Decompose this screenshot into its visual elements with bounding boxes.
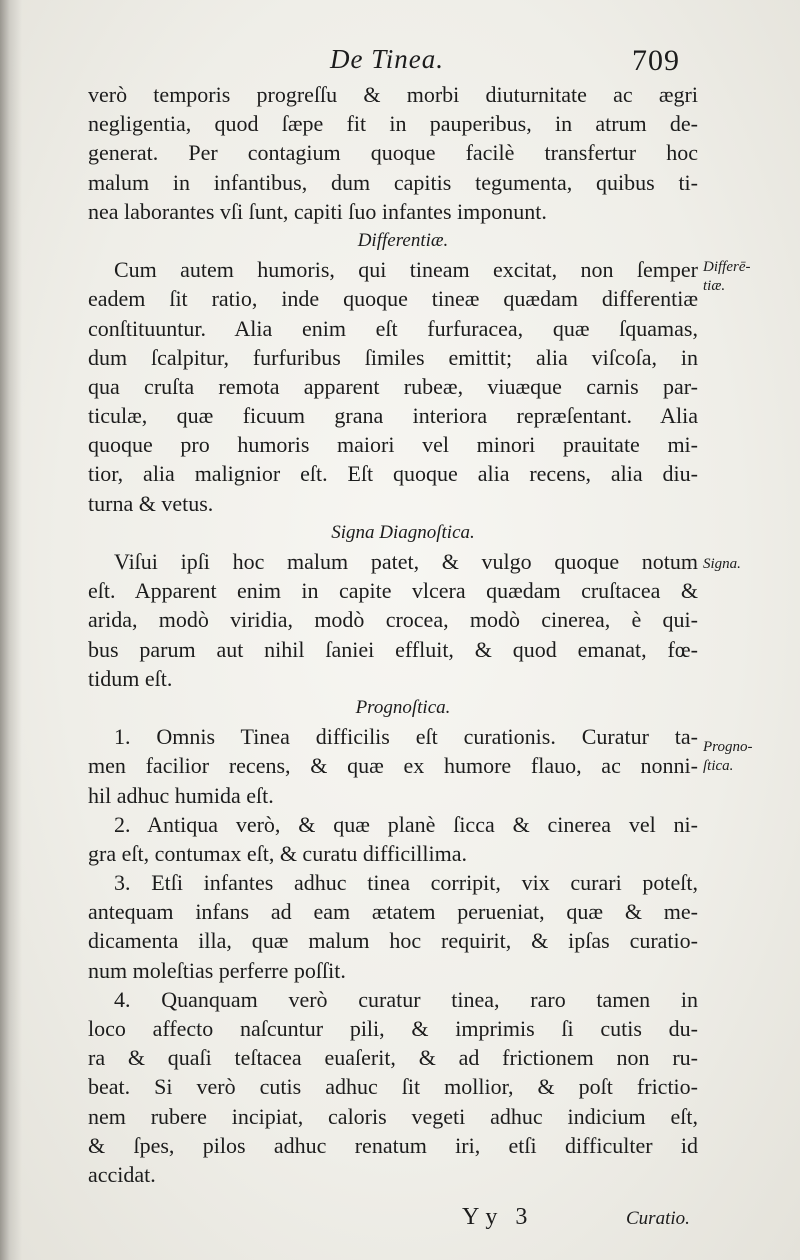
marginal-note-signa xyxy=(703,555,793,574)
text-line: quoque pro humoris maiori vel minori prauitate mi- xyxy=(88,432,698,458)
catchword: Curatio. xyxy=(626,1208,690,1229)
text-line: antequam infans ad eam ætatem perueniat, quæ & me- xyxy=(88,899,698,925)
section-heading: Differentiæ. xyxy=(357,229,449,251)
text-line: arida, modò viridia, modò crocea, modò cinerea, è qui- xyxy=(88,607,698,633)
text-line: Cum autem humoris, qui tineam excitat, non ſemper xyxy=(114,257,698,283)
text-line: nea laborantes vſi ſunt, capiti ſuo infantes imponunt. xyxy=(88,198,547,224)
section-heading: Prognoſtica. xyxy=(355,696,451,718)
gutter-shadow xyxy=(0,0,22,1260)
marginal-note-prognostica xyxy=(703,738,793,776)
main-text xyxy=(88,80,698,1189)
text-line: eſt. Apparent enim in capite vlcera quædam cruſtacea & xyxy=(88,578,698,604)
text-line: ra & quaſi teſtacea euaſerit, & ad frictionem non ru- xyxy=(88,1045,698,1071)
text-line: qua cruſta remota apparent rubeæ, viuæque carnis par- xyxy=(88,373,698,399)
text-line: generat. Per contagium quoque facilè transfertur hoc xyxy=(88,140,698,166)
marginal-differentiae-line1: Differē- xyxy=(703,259,751,275)
marginal-signa-label: Signa. xyxy=(703,556,741,572)
text-line: conſtituuntur. Alia enim eſt furfuracea, quæ ſquamas, xyxy=(88,315,698,341)
section-heading: Signa Diagnoſtica. xyxy=(331,521,475,543)
text-line: loco affecto naſcuntur pili, & imprimis ſi cutis du- xyxy=(88,1016,698,1041)
text-line: verò temporis progreſſu & morbi diuturnitate ac ægri xyxy=(88,82,698,107)
text-line: nem rubere incipiat, caloris vegeti adhuc indicium eſt, xyxy=(88,1103,698,1129)
marginal-note-differentiae xyxy=(703,258,793,296)
text-line: num moleſtias perferre poſſit. xyxy=(88,957,346,983)
text-line: 2. Antiqua verò, & quæ planè ſicca & cinerea vel ni- xyxy=(114,811,698,837)
text-line: accidat. xyxy=(88,1161,156,1187)
page-number: 709 xyxy=(632,44,680,77)
text-line: negligentia, quod ſæpe fit in pauperibus, in atrum de- xyxy=(88,111,698,137)
text-line: tior, alia malignior eſt. Eſt quoque alia recens, alia diu- xyxy=(88,461,698,487)
text-line: bus parum aut nihil ſaniei effluit, & quod emanat, fœ- xyxy=(88,636,698,662)
text-line: dicamenta illa, quæ malum hoc requirit, & ipſas curatio- xyxy=(88,928,698,954)
text-line: 4. Quanquam verò curatur tinea, raro tamen in xyxy=(114,986,698,1012)
text-line: malum in infantibus, dum capitis tegumenta, quibus ti- xyxy=(88,169,698,195)
text-line: dum ſcalpitur, furfuribus ſimiles emittit; alia viſcoſa, in xyxy=(88,344,698,370)
marginal-differentiae-line2: tiæ. xyxy=(703,278,726,294)
text-line: 1. Omnis Tinea difficilis eſt curationis. Curatur ta- xyxy=(114,724,698,750)
text-line: Viſui ipſi hoc malum patet, & vulgo quoque notum xyxy=(114,549,698,574)
marginal-prognostica-line1: Progno- xyxy=(703,739,753,755)
text-line: 3. Etſi infantes adhuc tinea corripit, vix curari poteſt, xyxy=(114,870,698,896)
text-line: men facilior recens, & quæ ex humore flauo, ac nonni- xyxy=(88,753,698,779)
text-line: hil adhuc humida eſt. xyxy=(88,782,274,808)
text-line: tidum eſt. xyxy=(88,665,173,691)
signature-mark: Yy 3 xyxy=(462,1204,534,1230)
text-line: eadem ſit ratio, inde quoque tineæ quædam differentiæ xyxy=(88,286,698,312)
running-title: De Tinea. xyxy=(330,44,444,74)
marginal-prognostica-line2: ſtica. xyxy=(703,758,734,774)
text-line: turna & vetus. xyxy=(88,490,214,516)
text-line: ticulæ, quæ ficuum grana interiora repræſentant. Alia xyxy=(88,403,698,429)
text-line: beat. Si verò cutis adhuc ſit mollior, & poſt frictio- xyxy=(88,1074,698,1100)
text-line: & ſpes, pilos adhuc renatum iri, etſi difficulter id xyxy=(88,1132,698,1158)
text-line: gra eſt, contumax eſt, & curatu difficillima. xyxy=(88,840,467,866)
